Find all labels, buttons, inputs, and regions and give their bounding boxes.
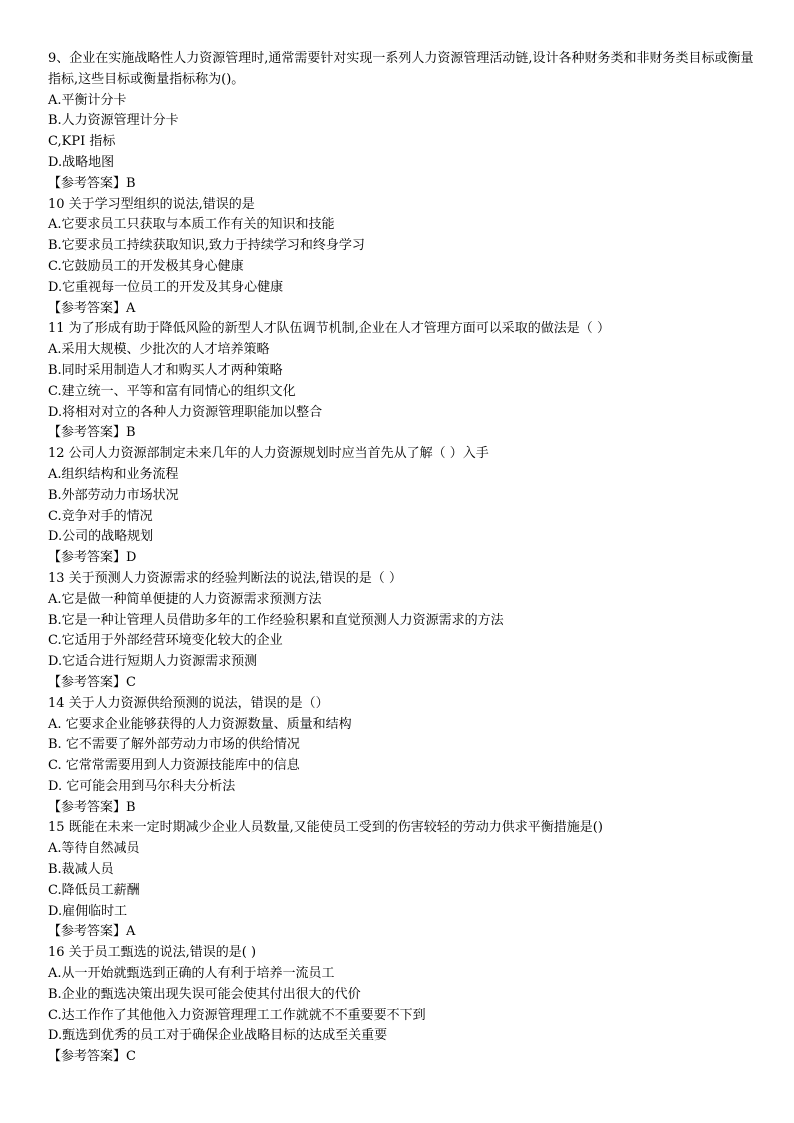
option-c: C. 它常常需要用到人力资源技能库中的信息 xyxy=(48,758,300,774)
question-12 xyxy=(48,444,756,569)
answer-key: 【参考答案】B xyxy=(48,425,136,441)
question-13 xyxy=(48,569,756,694)
option-b: B. 它不需要了解外部劳动力市场的供给情况 xyxy=(48,737,300,753)
option-d: D.战略地图 xyxy=(48,154,115,170)
option-a: A.采用大规模、少批次的人才培养策略 xyxy=(48,342,270,358)
option-d: D.它重视每一位员工的开发及其身心健康 xyxy=(48,279,284,295)
question-9 xyxy=(48,49,756,195)
option-a: A.它是做一种简单便捷的人力资源需求预测方法 xyxy=(48,591,322,607)
option-c: C.竞争对手的情况 xyxy=(48,508,153,524)
question-stem: 14 关于人力资源供给预测的说法，错误的是（） xyxy=(48,695,329,711)
option-d: D.公司的战略规划 xyxy=(48,529,154,545)
option-c: C.它适用于外部经营环境变化较大的企业 xyxy=(48,633,283,649)
option-c: C.建立统一、平等和富有同情心的组织文化 xyxy=(48,383,296,399)
option-d: D.雇佣临时工 xyxy=(48,903,128,919)
question-10 xyxy=(48,195,756,320)
option-b: B.企业的甄选决策出现失误可能会使其付出很大的代价 xyxy=(48,986,361,1002)
option-c: C.它鼓励员工的开发极其身心健康 xyxy=(48,258,244,274)
option-b: B.人力资源管理计分卡 xyxy=(48,113,179,129)
answer-key: 【参考答案】A xyxy=(48,924,136,940)
question-stem: 15 既能在未来一定时期减少企业人员数量,又能使员工受到的伤害较轻的劳动力供求平衡措施是() xyxy=(48,820,603,836)
question-11 xyxy=(48,319,756,444)
document-page xyxy=(48,49,756,1068)
option-c: C.降低员工薪酬 xyxy=(48,882,140,898)
question-14 xyxy=(48,694,756,819)
option-b: B.它要求员工持续获取知识,致力于持续学习和终身学习 xyxy=(48,238,365,254)
question-15 xyxy=(48,818,756,943)
question-16 xyxy=(48,943,756,1068)
question-stem: 16 关于员工甄选的说法,错误的是( ) xyxy=(48,945,257,961)
option-b: B.同时采用制造人才和购买人才两种策略 xyxy=(48,362,283,378)
question-stem: 10 关于学习型组织的说法,错误的是 xyxy=(48,196,255,212)
answer-key: 【参考答案】B xyxy=(48,175,136,191)
option-a: A.它要求员工只获取与本质工作有关的知识和技能 xyxy=(48,217,335,233)
question-stem: 13 关于预测人力资源需求的经验判断法的说法,错误的是（ ） xyxy=(48,570,402,586)
option-b: B.外部劳动力市场状况 xyxy=(48,487,179,503)
option-b: B.裁减人员 xyxy=(48,862,114,878)
answer-key: 【参考答案】B xyxy=(48,799,136,815)
answer-key: 【参考答案】D xyxy=(48,550,137,566)
option-d: D.甄选到优秀的员工对于确保企业战略目标的达成至关重要 xyxy=(48,1028,388,1044)
option-d: D.它适合进行短期人力资源需求预测 xyxy=(48,654,258,670)
answer-key: 【参考答案】C xyxy=(48,674,136,690)
option-d: D. 它可能会用到马尔科夫分析法 xyxy=(48,778,236,794)
option-c: C.达工作作了其他他入力资源管理理工工作就就不不重要要不下到 xyxy=(48,1007,426,1023)
option-d: D.将相对对立的各种人力资源管理职能加以整合 xyxy=(48,404,323,420)
option-a: A.从一开始就甄选到正确的人有利于培养一流员工 xyxy=(48,966,335,982)
option-c: C,KPI 指标 xyxy=(48,134,116,150)
question-stem: 12 公司人力资源部制定未来几年的人力资源规划时应当首先从了解（ ）入手 xyxy=(48,446,489,462)
answer-key: 【参考答案】C xyxy=(48,1049,136,1065)
question-stem: 11 为了形成有助于降低风险的新型人才队伍调节机制,企业在人才管理方面可以采取的做法是（ ） xyxy=(48,321,610,337)
answer-key: 【参考答案】A xyxy=(48,300,136,316)
option-a: A.组织结构和业务流程 xyxy=(48,466,179,482)
question-stem: 9、企业在实施战略性人力资源管理时,通常需要针对实现一系列人力资源管理活动链,设计各种财务类和非财务类目标或衡量指标,这些目标或衡量指标称为()。 xyxy=(48,51,754,87)
option-a: A. 它要求企业能够获得的人力资源数量、质量和结构 xyxy=(48,716,352,732)
option-a: A.等待自然减员 xyxy=(48,841,140,857)
option-a: A.平衡计分卡 xyxy=(48,92,127,108)
option-b: B.它是一种让管理人员借助多年的工作经验积累和直觉预测人力资源需求的方法 xyxy=(48,612,504,628)
